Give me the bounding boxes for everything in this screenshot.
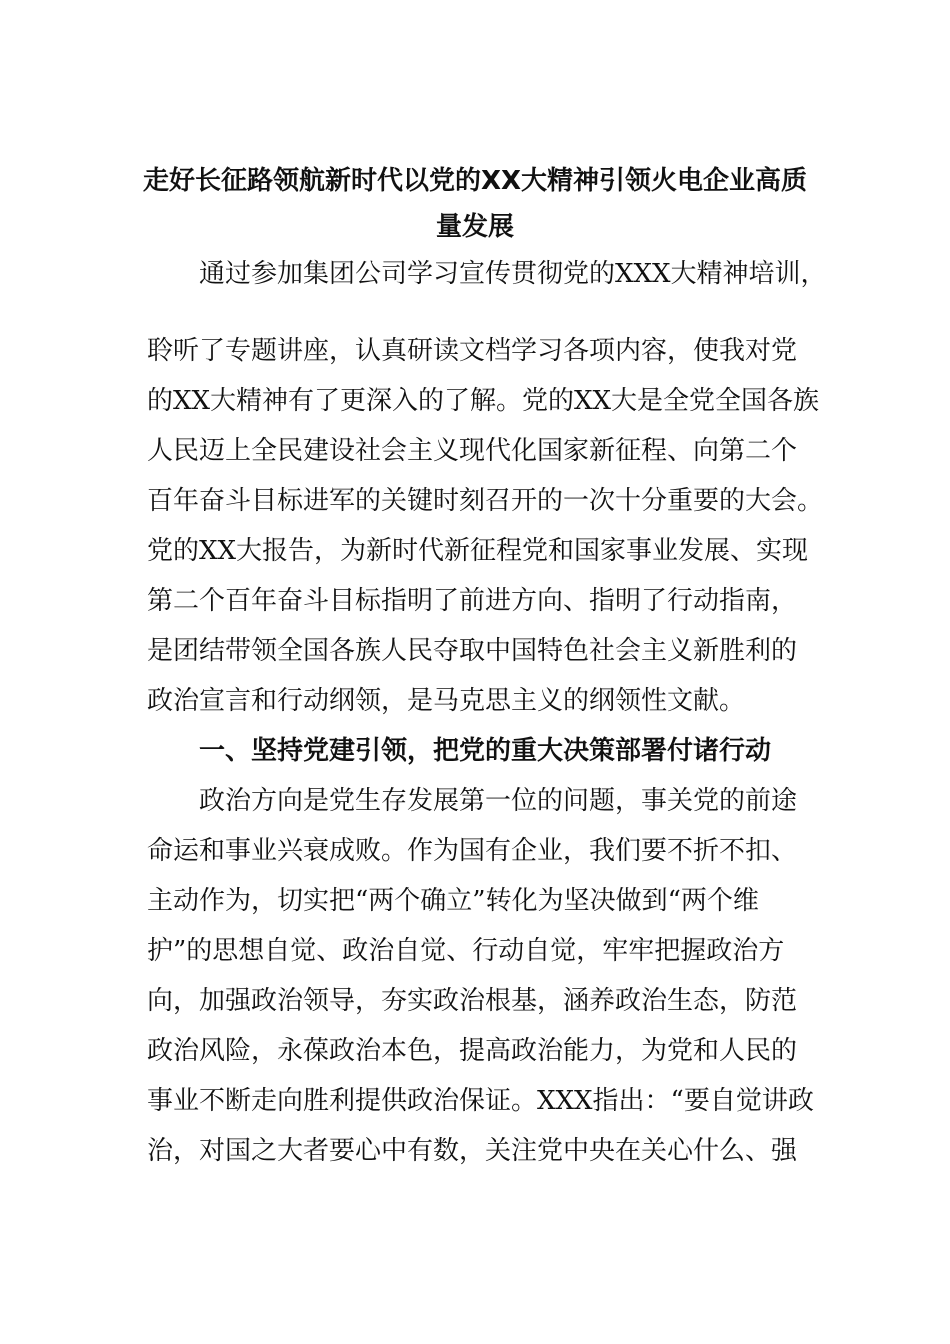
paragraph-2-line: 命运和事业兴衰成败。作为国有企业，我们要不折不扣、	[147, 836, 798, 866]
paragraph-2-line: 主动作为，切实把“两个确立”转化为坚决做到“两个维	[147, 886, 759, 916]
paragraph-1-line: 第二个百年奋斗目标指明了前进方向、指明了行动指南，	[147, 586, 798, 616]
paragraph-1-line: 聆听了专题讲座，认真研读文档学习各项内容，使我对党	[147, 336, 798, 366]
paragraph-1-line: 党的XX大报告，为新时代新征程党和国家事业发展、实现	[147, 536, 809, 566]
section-heading-1: 一、坚持党建引领，把党的重大决策部署付诸行动	[199, 736, 772, 766]
paragraph-1-line: 是团结带领全国各族人民夺取中国特色社会主义新胜利的	[147, 636, 798, 666]
paragraph-2-line: 政治风险，永葆政治本色，提高政治能力，为党和人民的	[147, 1036, 798, 1066]
paragraph-1-line: 百年奋斗目标进军的关键时刻召开的一次十分重要的大会。	[147, 486, 824, 516]
paragraph-2-line: 政治方向是党生存发展第一位的问题，事关党的前途	[199, 786, 798, 816]
paragraph-1-line: 的XX大精神有了更深入的了解。党的XX大是全党全国各族	[147, 386, 820, 416]
paragraph-2-line: 治，对国之大者要心中有数，关注党中央在关心什么、强	[147, 1136, 798, 1166]
paragraph-1-line: 政治宣言和行动纲领，是马克思主义的纲领性文献。	[147, 686, 746, 716]
paragraph-1-line: 人民迈上全民建设社会主义现代化国家新征程、向第二个	[147, 436, 798, 466]
document-title-line-2: 量发展	[435, 212, 514, 242]
document-title-line-1: 走好长征路领航新时代以党的XX大精神引领火电企业高质	[142, 166, 808, 196]
paragraph-2-line: 事业不断走向胜利提供政治保证。XXX指出：“要自觉讲政	[147, 1086, 814, 1116]
paragraph-1-line: 通过参加集团公司学习宣传贯彻党的XXX大精神培训，	[199, 259, 827, 289]
paragraph-2-line: 向，加强政治领导，夯实政治根基，涵养政治生态，防范	[147, 986, 798, 1016]
paragraph-2-line: 护”的思想自觉、政治自觉、行动自觉，牢牢把握政治方	[147, 936, 785, 966]
